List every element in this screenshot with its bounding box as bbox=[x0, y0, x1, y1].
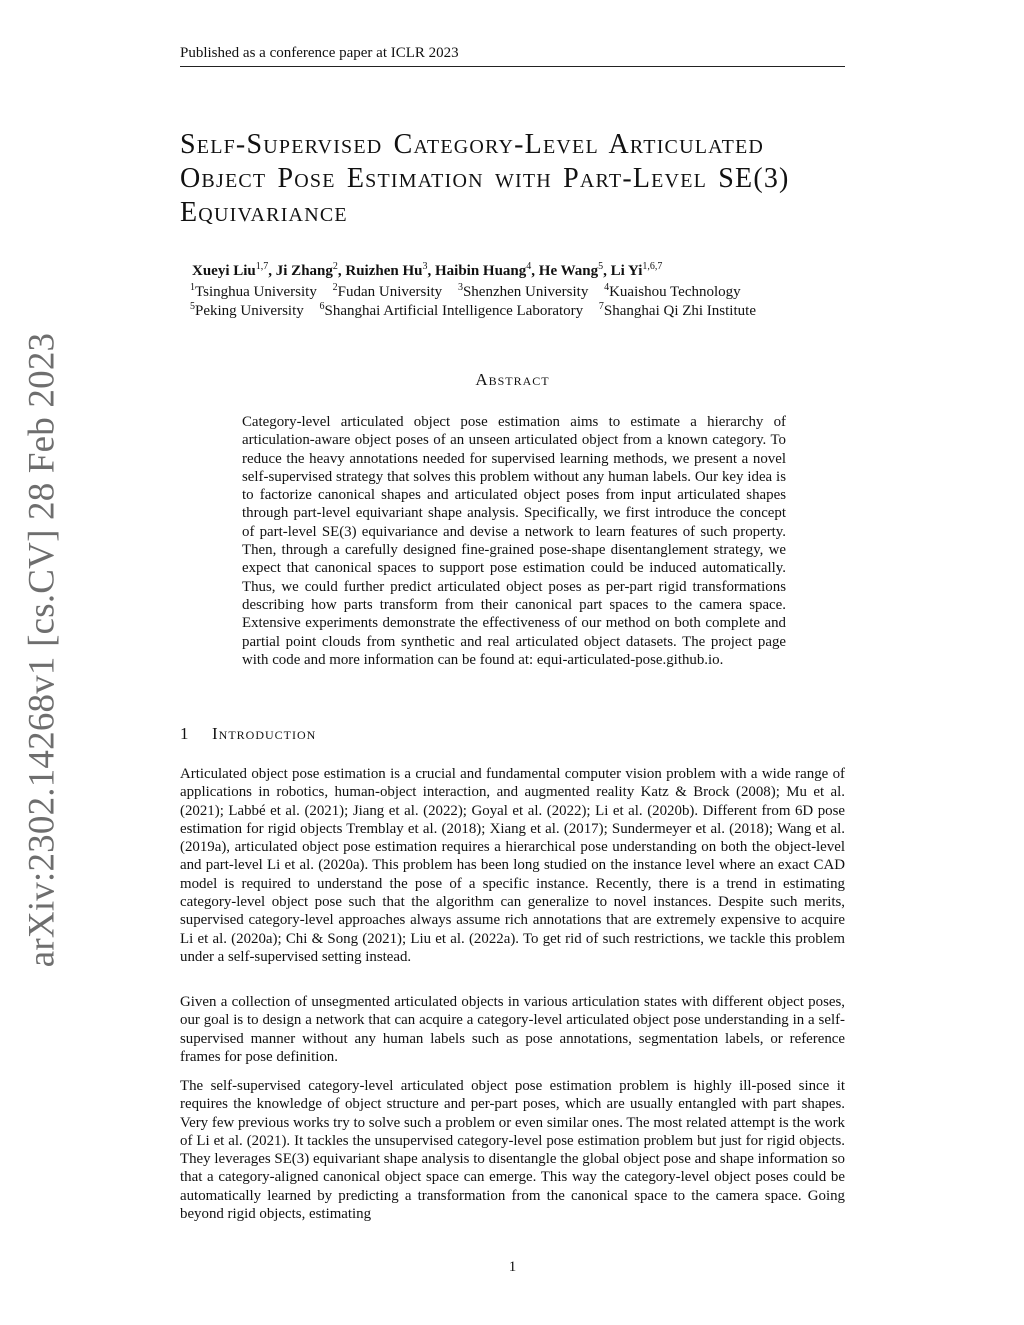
abstract-text: Category-level articulated object pose estimation aims to estimate a hierarchy of articulation-aware object poses of an unseen articulated object from a known category. To reduce the heavy annotations needed for supervised learning methods, we present a novel self-supervised strategy that solves this problem without any human labels. Our key idea is to factorize canonical shapes and articulated object poses from input articulated shapes through part-level equivariant shape analysis. Specifically, we first introduce the concept of part-level SE(3) equivariance and devise a network to learn features of such property. Then, through a carefully designed fine-grained pose-shape disentanglement strategy, we expect that canonical spaces to support pose estimation could be induced automatically. Thus, we could further predict articulated object poses as per-part rigid transformations describing how parts transform from their canonical part spaces to the camera space. Extensive experiments demonstrate the effectiveness of our method on both complete and partial point clouds from synthetic and real articulated object datasets. The project page with code and more information can be found at: equi-articulated-pose.github.io. bbox=[242, 414, 786, 668]
section-title: Introduction bbox=[212, 724, 317, 743]
title-line-2: Object Pose Estimation with Part-Level SE(3) bbox=[180, 163, 790, 194]
arxiv-identifier-stamp: arXiv:2302.14268v1 [cs.CV] 28 Feb 2023 bbox=[21, 332, 63, 968]
affiliation: $^6$Shanghai Artificial Intelligence Laboratory bbox=[319, 301, 584, 319]
affiliation: $^2$Fudan University bbox=[332, 282, 443, 300]
affiliation: $^7$Shanghai Qi Zhi Institute bbox=[598, 301, 756, 319]
intro-paragraph-1: Articulated object pose estimation is a crucial and fundamental computer vision problem with a wide range of applications in robotics, human-object interaction, and augmented reality Katz & Brock (2008); Mu et al. (2021); Labbé et al. (2021); Jiang et al. (2022); Goyal et al. (2022); Li et al. (2020b). Different from 6D pose estimation for rigid objects Tremblay et al. (2018); Xiang et al. (2017); Sundermeyer et al. (2018); Wang et al. (2019a), articulated object pose estimation requires a hierarchical pose understanding on both the object-level and part-level Li et al. (2020a). This problem has been long studied on the instance level where an exact CAD model is required to understand the pose of a specific instance. Recently, there is a trend in estimating category-level object pose such that the algorithm can generalize to novel instances. Despite such merits, supervised category-level approaches always assume rich annotations that are extremely expensive to acquire Li et al. (2020a); Chi & Song (2021); Liu et al. (2022a). To get rid of such restrictions, we tackle this problem under a self-supervised setting instead. bbox=[180, 766, 845, 965]
title-line-1: Self-Supervised Category-Level Articulated bbox=[180, 129, 765, 160]
conference-note: Published as a conference paper at ICLR 2023 bbox=[180, 45, 459, 61]
affiliation: $^1$Tsinghua University bbox=[190, 282, 317, 300]
affiliations-line-2 bbox=[190, 302, 756, 321]
affiliations-line-1 bbox=[190, 283, 741, 302]
author: Li Yi$^{1,6,7}$ bbox=[610, 261, 663, 279]
section-number: 1 bbox=[180, 724, 189, 743]
author-list bbox=[192, 262, 662, 281]
author: Ji Zhang$^2$, bbox=[275, 261, 346, 279]
page-number: 1 bbox=[508, 1259, 517, 1275]
intro-paragraph-2: Given a collection of unsegmented articulated objects in various articulation states with different object poses, our goal is to design a network that can acquire a category-level articulated object pose understanding in a self-supervised manner without any human labels such as pose annotations, segmentation labels, or reference frames for pose definition. bbox=[180, 994, 845, 1065]
paper-title bbox=[180, 128, 860, 230]
abstract-heading: Abstract bbox=[475, 370, 550, 389]
header-rule bbox=[180, 66, 845, 67]
affiliation: $^5$Peking University bbox=[190, 301, 304, 319]
author: He Wang$^5$, bbox=[538, 261, 611, 279]
author: Ruizhen Hu$^3$, bbox=[345, 261, 435, 279]
intro-paragraph-3: The self-supervised category-level articulated object pose estimation problem is highly ill-posed since it requires the knowledge of object structure and per-part poses, which are usually entangled with part shapes. Very few previous works try to solve such a problem or even similar ones. The most related attempt is the work of Li et al. (2021). It tackles the unsupervised category-level pose estimation problem but just for rigid objects. They leverages SE(3) equivariant shape analysis to disentangle the global object pose and shape information so that a category-aligned canonical object space can emerge. This way the category-level object poses could be automatically learned by predicting a transformation from the canonical space to the camera space. Going beyond rigid objects, estimating bbox=[180, 1078, 845, 1223]
title-line-3: Equivariance bbox=[180, 197, 348, 228]
section-heading-introduction bbox=[180, 724, 316, 744]
author: Haibin Huang$^4$, bbox=[434, 261, 539, 279]
affiliation: $^3$Shenzhen University bbox=[457, 282, 589, 300]
affiliation: $^4$Kuaishou Technology bbox=[604, 282, 741, 300]
author: Xueyi Liu$^{1,7}$, bbox=[192, 261, 276, 279]
